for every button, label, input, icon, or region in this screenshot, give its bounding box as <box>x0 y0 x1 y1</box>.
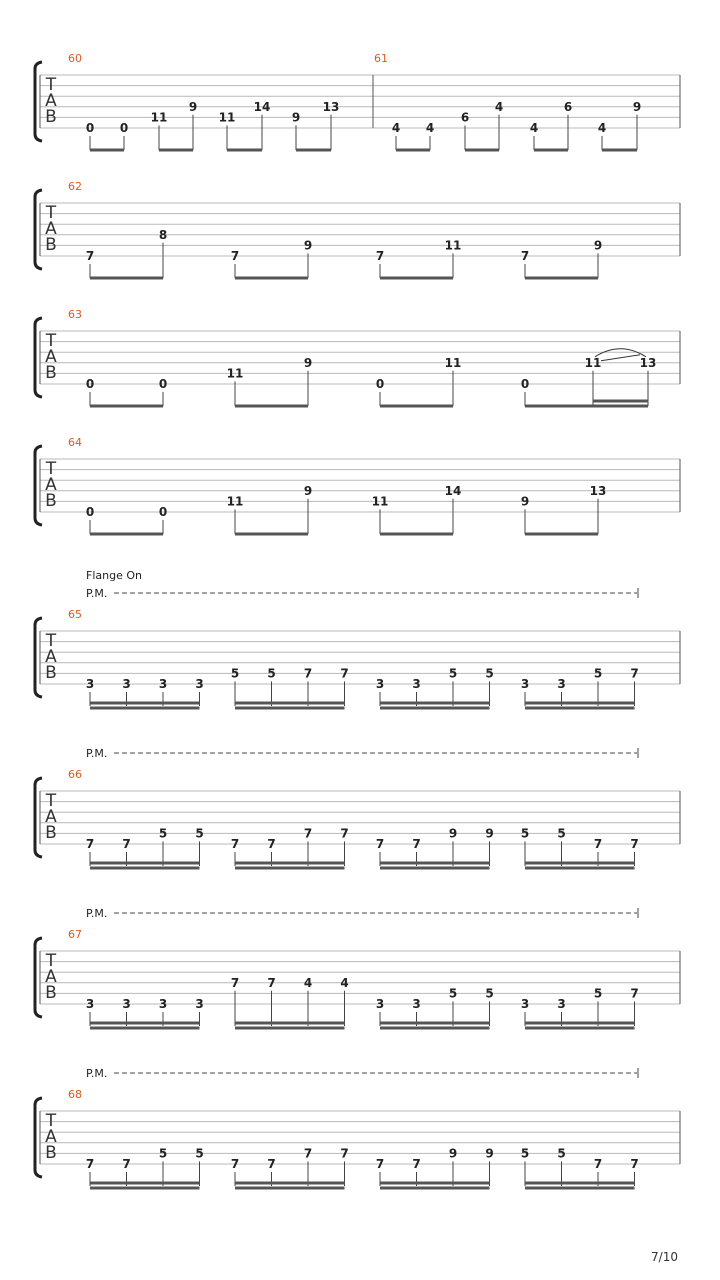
fret-number: 7 <box>267 837 276 851</box>
fret-number: 7 <box>630 666 639 681</box>
fret-number: 9 <box>303 238 313 253</box>
measure-number: 67 <box>68 928 82 941</box>
fret-number: 7 <box>303 1146 313 1161</box>
fret-number: 5 <box>158 826 168 841</box>
fret-number: 0 <box>85 377 95 391</box>
fret-number: 14 <box>253 99 271 114</box>
fret-number: 7 <box>267 1157 276 1171</box>
effect-annotation: Flange On <box>86 569 142 582</box>
tab-clef-letter: T <box>45 791 57 811</box>
system-bracket <box>35 1098 42 1177</box>
tab-clef-letter: A <box>45 807 57 827</box>
fret-number: 5 <box>230 666 240 681</box>
fret-number: 5 <box>158 1146 168 1161</box>
fret-number: 7 <box>630 1157 639 1171</box>
tab-clef-letter: B <box>45 235 57 255</box>
fret-number: 3 <box>122 997 131 1011</box>
system-bracket <box>35 778 42 857</box>
fret-number: 9 <box>303 483 313 498</box>
fret-number: 5 <box>485 666 494 681</box>
fret-number: 4 <box>391 121 401 135</box>
fret-number: 7 <box>375 837 385 851</box>
fret-number: 11 <box>226 494 244 509</box>
fret-number: 4 <box>597 121 607 135</box>
fret-number: 7 <box>85 1157 95 1171</box>
fret-number: 4 <box>494 99 504 114</box>
fret-number: 9 <box>188 99 198 114</box>
fret-number: 3 <box>158 677 168 691</box>
tab-clef-letter: A <box>45 967 57 987</box>
fret-number: 11 <box>584 355 602 370</box>
system-bracket <box>35 938 42 1017</box>
fret-number: 7 <box>630 837 639 851</box>
system-bracket <box>35 62 42 141</box>
tab-clef-letter: A <box>45 475 57 495</box>
fret-number: 5 <box>520 1146 530 1161</box>
tab-clef-letter: A <box>45 1127 57 1147</box>
fret-number: 7 <box>122 1157 131 1171</box>
tab-clef-letter: B <box>45 1143 57 1163</box>
fret-number: 11 <box>218 110 236 125</box>
fret-number: 7 <box>230 249 240 263</box>
fret-number: 3 <box>195 677 204 691</box>
fret-number: 5 <box>195 1146 204 1161</box>
fret-number: 0 <box>119 121 129 135</box>
fret-number: 5 <box>448 666 458 681</box>
fret-number: 5 <box>557 1146 566 1161</box>
fret-number: 5 <box>485 986 494 1001</box>
system-bracket <box>35 618 42 697</box>
fret-number: 0 <box>85 121 95 135</box>
palm-mute-label: P.M. <box>86 1067 108 1080</box>
fret-number: 0 <box>520 377 530 391</box>
fret-number: 4 <box>425 121 435 135</box>
fret-number: 4 <box>340 975 349 990</box>
measure-number: 68 <box>68 1088 82 1101</box>
tab-clef-letter: T <box>45 75 57 95</box>
fret-number: 9 <box>448 1146 458 1161</box>
tab-clef-letter: T <box>45 331 57 351</box>
fret-number: 5 <box>448 986 458 1001</box>
measure-number: 66 <box>68 768 82 781</box>
fret-number: 3 <box>158 997 168 1011</box>
fret-number: 5 <box>195 826 204 841</box>
fret-number: 9 <box>303 355 313 370</box>
slide-line <box>601 355 640 361</box>
palm-mute-label: P.M. <box>86 907 108 920</box>
fret-number: 3 <box>195 997 204 1011</box>
fret-number: 0 <box>85 505 95 519</box>
fret-number: 7 <box>85 837 95 851</box>
fret-number: 13 <box>322 99 340 114</box>
fret-number: 3 <box>85 997 95 1011</box>
fret-number: 7 <box>303 826 313 841</box>
fret-number: 0 <box>375 377 385 391</box>
measure-number: 65 <box>68 608 82 621</box>
fret-number: 4 <box>303 975 313 990</box>
fret-number: 13 <box>589 483 607 498</box>
fret-number: 13 <box>639 355 657 370</box>
fret-number: 9 <box>448 826 458 841</box>
fret-number: 7 <box>303 666 313 681</box>
tab-clef-letter: B <box>45 107 57 127</box>
fret-number: 11 <box>150 110 168 125</box>
fret-number: 11 <box>371 494 389 509</box>
measure-number: 60 <box>68 52 82 65</box>
fret-number: 7 <box>122 837 131 851</box>
fret-number: 9 <box>485 1146 494 1161</box>
fret-number: 9 <box>485 826 494 841</box>
tab-clef-letter: B <box>45 491 57 511</box>
tab-clef-letter: T <box>45 1111 57 1131</box>
fret-number: 7 <box>593 1157 603 1171</box>
fret-number: 11 <box>444 355 462 370</box>
fret-number: 3 <box>122 677 131 691</box>
fret-number: 7 <box>412 1157 421 1171</box>
tab-clef-letter: B <box>45 663 57 683</box>
fret-number: 9 <box>632 99 642 114</box>
system-bracket <box>35 318 42 397</box>
fret-number: 11 <box>444 238 462 253</box>
tab-clef-letter: A <box>45 91 57 111</box>
tab-clef-letter: B <box>45 983 57 1003</box>
fret-number: 5 <box>593 666 603 681</box>
fret-number: 5 <box>520 826 530 841</box>
tab-clef-letter: A <box>45 219 57 239</box>
fret-number: 0 <box>158 377 168 391</box>
tab-clef-letter: T <box>45 203 57 223</box>
fret-number: 7 <box>630 986 639 1001</box>
fret-number: 3 <box>557 677 566 691</box>
measure-number: 64 <box>68 436 82 449</box>
tab-clef-letter: T <box>45 459 57 479</box>
measure-number: 63 <box>68 308 82 321</box>
system-bracket <box>35 190 42 269</box>
fret-number: 5 <box>593 986 603 1001</box>
fret-number: 7 <box>230 837 240 851</box>
fret-number: 3 <box>85 677 95 691</box>
fret-number: 3 <box>375 677 385 691</box>
fret-number: 7 <box>85 249 95 263</box>
fret-number: 7 <box>375 249 385 263</box>
fret-number: 11 <box>226 366 244 381</box>
fret-number: 9 <box>291 110 301 125</box>
fret-number: 4 <box>529 121 539 135</box>
fret-number: 9 <box>593 238 603 253</box>
tab-clef-letter: B <box>45 823 57 843</box>
fret-number: 3 <box>557 997 566 1011</box>
fret-number: 9 <box>520 494 530 509</box>
fret-number: 7 <box>412 837 421 851</box>
fret-number: 6 <box>460 110 470 125</box>
fret-number: 5 <box>557 826 566 841</box>
palm-mute-label: P.M. <box>86 587 108 600</box>
hammer-on-slur <box>595 349 646 357</box>
tab-clef-letter: B <box>45 363 57 383</box>
page-number: 7/10 <box>651 1250 678 1264</box>
fret-number: 0 <box>158 505 168 519</box>
system-bracket <box>35 446 42 525</box>
fret-number: 3 <box>375 997 385 1011</box>
fret-number: 8 <box>158 227 168 242</box>
palm-mute-label: P.M. <box>86 747 108 760</box>
tab-clef-letter: T <box>45 951 57 971</box>
fret-number: 5 <box>267 666 276 681</box>
fret-number: 3 <box>520 677 530 691</box>
fret-number: 7 <box>593 837 603 851</box>
tab-clef-letter: T <box>45 631 57 651</box>
fret-number: 7 <box>340 1146 349 1161</box>
measure-number: 62 <box>68 180 82 193</box>
fret-number: 7 <box>230 975 240 990</box>
measure-number: 61 <box>374 52 388 65</box>
fret-number: 3 <box>520 997 530 1011</box>
fret-number: 7 <box>375 1157 385 1171</box>
fret-number: 7 <box>267 975 276 990</box>
fret-number: 3 <box>412 677 421 691</box>
fret-number: 7 <box>230 1157 240 1171</box>
tab-clef-letter: A <box>45 647 57 667</box>
fret-number: 7 <box>340 666 349 681</box>
fret-number: 6 <box>563 99 573 114</box>
fret-number: 3 <box>412 997 421 1011</box>
fret-number: 7 <box>340 826 349 841</box>
tab-clef-letter: A <box>45 347 57 367</box>
fret-number: 14 <box>444 483 462 498</box>
fret-number: 7 <box>520 249 530 263</box>
